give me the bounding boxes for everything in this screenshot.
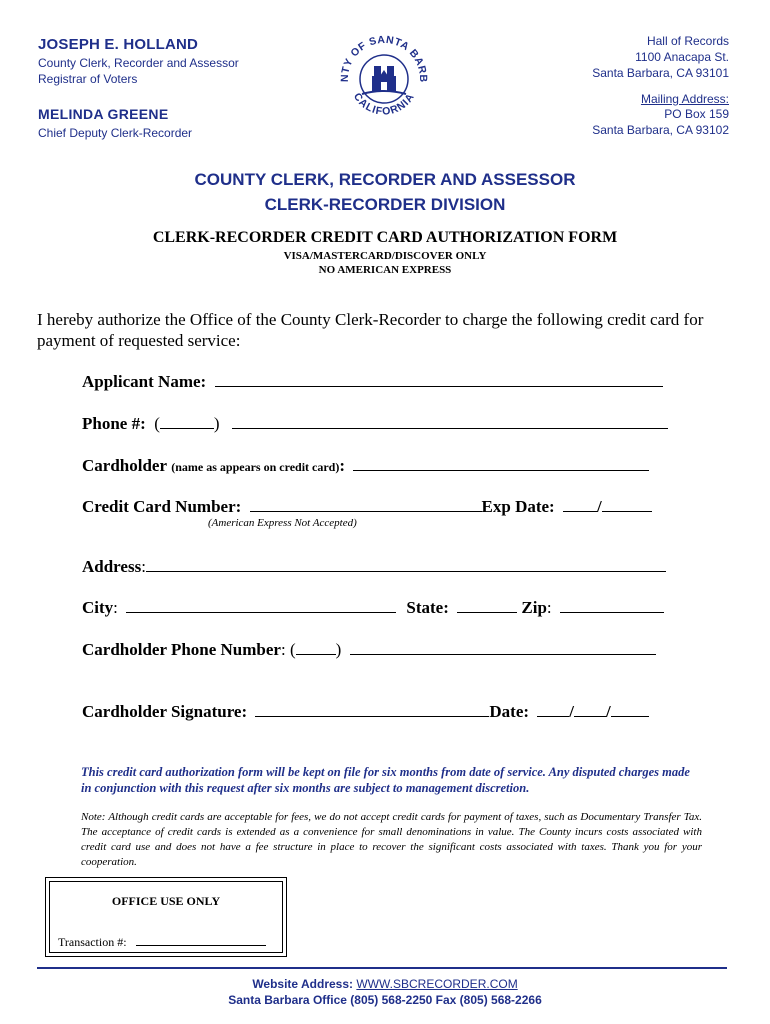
applicant-name-field[interactable] <box>215 371 663 387</box>
seal-top-text: NTY OF SANTA BARB <box>338 33 430 83</box>
zip-field[interactable] <box>560 597 664 613</box>
county-seal-logo <box>334 24 434 134</box>
seal-bottom-text: CALIFORNIA <box>350 90 418 118</box>
phone-row: Phone #: ( ) <box>82 413 668 434</box>
date-year-field[interactable] <box>611 701 649 717</box>
transaction-field[interactable] <box>136 934 266 946</box>
phone-number-field[interactable] <box>232 413 668 429</box>
date-month-field[interactable] <box>537 701 569 717</box>
address-row: Address: <box>82 556 666 577</box>
credit-card-row: Credit Card Number: Exp Date: / <box>82 496 652 517</box>
mailing-line-2: Santa Barbara, CA 93102 <box>592 123 729 137</box>
phone-area-code-field[interactable] <box>160 413 214 429</box>
cardholder-name-field[interactable] <box>353 455 649 471</box>
mailing-line-1: PO Box 159 <box>664 107 729 121</box>
retention-notice: This credit card authorization form will be kept on file for six months from date of service. Any disputed charges made in conjunction with this request after six months are subject to management discretion. <box>81 765 690 795</box>
exp-date-label: Exp Date: <box>481 497 555 516</box>
exp-month-field[interactable] <box>563 496 597 512</box>
signature-field[interactable] <box>255 701 489 717</box>
website-line <box>0 977 770 991</box>
transaction-row <box>58 934 266 950</box>
cardholder-phone-field[interactable] <box>350 639 656 655</box>
exp-year-field[interactable] <box>602 496 652 512</box>
credit-card-number-field[interactable] <box>250 496 482 512</box>
office-use-box <box>45 877 287 957</box>
transaction-label: Transaction #: <box>58 935 127 949</box>
applicant-name-row <box>82 371 663 392</box>
cardholder-phone-label: Cardholder Phone Number <box>82 640 281 659</box>
address-field[interactable] <box>146 556 666 572</box>
state-field[interactable] <box>457 597 517 613</box>
cardholder-phone-row: Cardholder Phone Number: ( ) <box>82 639 656 660</box>
official-title-2: Registrar of Voters <box>38 72 138 86</box>
address-label: Address <box>82 557 142 576</box>
state-label: State: <box>406 598 449 617</box>
cardholder-row: Cardholder (name as appears on credit card): <box>82 455 649 476</box>
division-title: CLERK-RECORDER DIVISION <box>264 195 506 214</box>
official-title-1: County Clerk, Recorder and Assessor <box>38 56 239 70</box>
phone-label: Phone #: <box>82 414 146 433</box>
footer-divider <box>37 967 727 969</box>
zip-label: Zip <box>521 598 547 617</box>
form-title: CLERK-RECORDER CREDIT CARD AUTHORIZATION FORM <box>152 229 618 246</box>
cardholder-label: Cardholder <box>82 456 167 475</box>
mailing-address-label: Mailing Address: <box>640 92 729 106</box>
deputy-title: Chief Deputy Clerk-Recorder <box>38 126 193 140</box>
authorization-statement: I hereby authorize the Office of the County Clerk-Recorder to charge the following credit card for payment of requested service: <box>37 310 704 350</box>
card-types-note: VISA/MASTERCARD/DISCOVER ONLY <box>283 250 487 262</box>
tax-payment-note: Note: Although credit cards are acceptable for fees, we do not accept credit cards for payment of taxes, such as Documentary Transfer Tax. The acceptance of credit cards is extended as a convenience for small denominations in value. The County incurs costs associated with credit card use and does not have a fee structure in place to recover the significant costs associated with taxes. Thank you for your cooperation. <box>81 811 702 868</box>
cardholder-phone-area-field[interactable] <box>296 639 336 655</box>
cardholder-hint: (name as appears on credit card) <box>171 460 340 474</box>
address-line-3: Santa Barbara, CA 93101 <box>592 66 729 80</box>
signature-row: Cardholder Signature: Date: / / <box>82 701 649 722</box>
deputy-name: MELINDA GREENE <box>38 106 169 122</box>
city-label: City <box>82 598 114 617</box>
applicant-name-label: Applicant Name: <box>82 372 207 391</box>
website-link[interactable]: WWW.SBCRECORDER.COM <box>356 977 518 991</box>
city-field[interactable] <box>126 597 396 613</box>
date-day-field[interactable] <box>574 701 606 717</box>
signature-label: Cardholder Signature: <box>82 702 248 721</box>
amex-not-accepted-note: (American Express Not Accepted) <box>208 517 357 529</box>
office-use-title: OFFICE USE ONLY <box>111 894 221 908</box>
city-state-zip-row: City: State: Zip: <box>82 597 664 618</box>
department-title: COUNTY CLERK, RECORDER AND ASSESSOR <box>194 170 576 189</box>
address-line-1: Hall of Records <box>646 34 729 48</box>
credit-card-number-label: Credit Card Number: <box>82 497 242 516</box>
website-label: Website Address: <box>252 977 354 991</box>
address-line-2: 1100 Anacapa St. <box>635 50 729 64</box>
date-label: Date: <box>489 702 530 721</box>
office-contact-line: Santa Barbara Office (805) 568-2250 Fax (805) 568-2266 <box>228 993 542 1007</box>
official-name: JOSEPH E. HOLLAND <box>38 36 199 53</box>
no-amex-note: NO AMERICAN EXPRESS <box>318 264 452 276</box>
